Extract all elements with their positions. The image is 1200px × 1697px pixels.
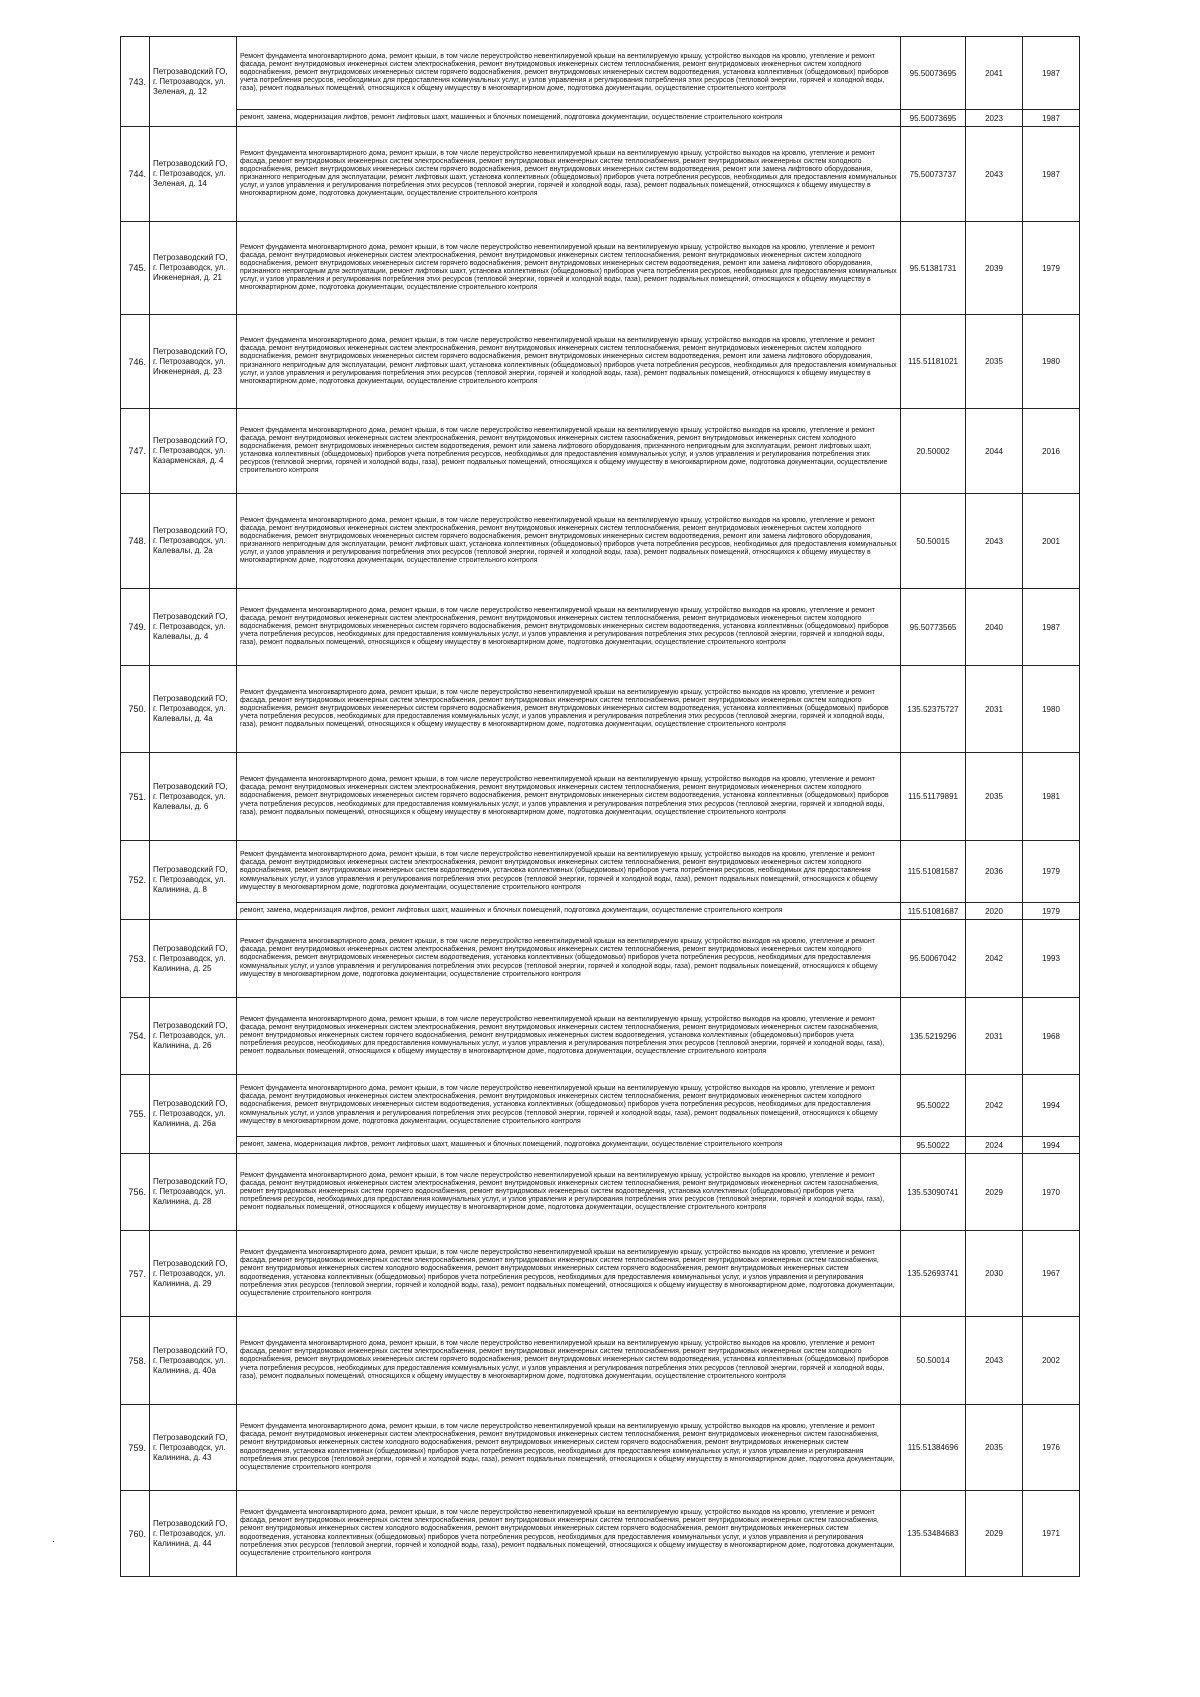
- row-number: 757.: [121, 1231, 150, 1317]
- table-row: [121, 110, 1080, 127]
- works-cell: Ремонт фундамента многоквартирного дома, ремонт крыши, в том числе переустройство невентилируемой крыши на вентилируемую крышу, устройство выходов на кровлю, утепление и ремонт фасада, ремонт внутридомовых инженерных систем электроснабжения, ремонт внутридомовых инженерных систем теплоснабжения, ремонт внутридомовых инженерных систем холодного водоснабжения, ремонт внутридомовых инженерных систем горячего водоснабжения, ремонт внутридомовых инженерных систем водоотведения, установка коллективных (общедомовых) приборов учета потребления ресурсов, необходимых для предоставления коммунальных услуг, и узлов управления и регулирования потребления этих ресурсов (тепловой энергии, горячей и холодной воды, газа), ремонт подвальных помещений, относящихся к общему имуществу в многоквартирном доме, подготовка документации, осуществление строительного контроля: [237, 1317, 901, 1405]
- area-cell: 95.50773565: [901, 589, 966, 666]
- area-cell: 115.51081687: [901, 903, 966, 920]
- built-year-cell: 1970: [1023, 1154, 1080, 1231]
- address-cell: Петрозаводский ГО, г. Петрозаводск, ул. Зеленая, д. 14: [150, 127, 237, 222]
- table-row: [121, 494, 1080, 589]
- area-cell: 135.52375727: [901, 666, 966, 753]
- table-row: [121, 222, 1080, 315]
- address-cell: Петрозаводский ГО, г. Петрозаводск, ул. Калинина, д. 43: [150, 1405, 237, 1491]
- built-year-cell: 1980: [1023, 315, 1080, 409]
- year-cell: 2044: [966, 409, 1023, 494]
- table-row: [121, 409, 1080, 494]
- year-cell: 2031: [966, 998, 1023, 1075]
- row-number: 754.: [121, 998, 150, 1075]
- table-row: [121, 315, 1080, 409]
- year-cell: 2043: [966, 127, 1023, 222]
- registry-sheet: [120, 36, 1080, 1577]
- year-cell: 2035: [966, 753, 1023, 841]
- built-year-cell: 1968: [1023, 998, 1080, 1075]
- year-cell: 2020: [966, 903, 1023, 920]
- address-cell: Петрозаводский ГО, г. Петрозаводск, ул. Калинина, д. 26: [150, 998, 237, 1075]
- area-cell: 115.51081587: [901, 841, 966, 903]
- row-number: 751.: [121, 753, 150, 841]
- works-cell: Ремонт фундамента многоквартирного дома, ремонт крыши, в том числе переустройство невентилируемой крыши на вентилируемую крышу, устройство выходов на кровлю, утепление и ремонт фасада, ремонт внутридомовых инженерных систем электроснабжения, ремонт внутридомовых инженерных систем теплоснабжения, ремонт внутридомовых инженерных систем газоснабжения, ремонт внутридомовых инженерных систем холодного водоснабжения, ремонт внутридомовых инженерных систем горячего водоснабжения, ремонт внутридомовых инженерных систем водоотведения, установка коллективных (общедомовых) приборов учета потребления ресурсов, необходимых для предоставления коммунальных услуг, и узлов управления и регулирования потребления этих ресурсов (тепловой энергии, горячей и холодной воды, газа), ремонт подвальных помещений, относящихся к общему имуществу в многоквартирном доме, подготовка документации, осуществление строительного контроля: [237, 1405, 901, 1491]
- row-number: 756.: [121, 1154, 150, 1231]
- row-number: 755.: [121, 1075, 150, 1154]
- year-cell: 2043: [966, 494, 1023, 589]
- row-number: 750.: [121, 666, 150, 753]
- area-cell: 95.50073695: [901, 37, 966, 110]
- works-cell: Ремонт фундамента многоквартирного дома, ремонт крыши, в том числе переустройство невентилируемой крыши на вентилируемую крышу, устройство выходов на кровлю, утепление и ремонт фасада, ремонт внутридомовых инженерных систем электроснабжения, ремонт внутридомовых инженерных систем теплоснабжения, ремонт внутридомовых инженерных систем газоснабжения, ремонт внутридомовых инженерных систем холодного водоснабжения, ремонт внутридомовых инженерных систем горячего водоснабжения, ремонт внутридомовых инженерных систем водоотведения, установка коллективных (общедомовых) приборов учета потребления ресурсов, необходимых для предоставления коммунальных услуг, и узлов управления и регулирования потребления этих ресурсов (тепловой энергии, горячей и холодной воды, газа), ремонт подвальных помещений, относящихся к общему имуществу в многоквартирном доме, подготовка документации, осуществление строительного контроля: [237, 1491, 901, 1577]
- works-cell: Ремонт фундамента многоквартирного дома, ремонт крыши, в том числе переустройство невентилируемой крыши на вентилируемую крышу, устройство выходов на кровлю, утепление и ремонт фасада, ремонт внутридомовых инженерных систем электроснабжения, ремонт внутридомовых инженерных систем теплоснабжения, ремонт внутридомовых инженерных систем холодного водоснабжения, ремонт внутридомовых инженерных систем горячего водоснабжения, ремонт внутридомовых инженерных систем водоотведения, установка коллективных (общедомовых) приборов учета потребления ресурсов, необходимых для предоставления коммунальных услуг, и узлов управления и регулирования потребления этих ресурсов (тепловой энергии, горячей и холодной воды, газа), ремонт подвальных помещений, относящихся к общему имуществу в многоквартирном доме, подготовка документации, осуществление строительного контроля: [237, 753, 901, 841]
- table-row: [121, 920, 1080, 998]
- address-cell: Петрозаводский ГО, г. Петрозаводск, ул. Калевалы, д. 2а: [150, 494, 237, 589]
- table-row: [121, 1317, 1080, 1405]
- built-year-cell: 1979: [1023, 222, 1080, 315]
- built-year-cell: 2001: [1023, 494, 1080, 589]
- table-row: [121, 589, 1080, 666]
- year-cell: 2040: [966, 589, 1023, 666]
- year-cell: 2029: [966, 1154, 1023, 1231]
- built-year-cell: 1976: [1023, 1405, 1080, 1491]
- row-number: 759.: [121, 1405, 150, 1491]
- built-year-cell: 1987: [1023, 110, 1080, 127]
- row-number: 748.: [121, 494, 150, 589]
- row-number: 758.: [121, 1317, 150, 1405]
- works-cell: Ремонт фундамента многоквартирного дома, ремонт крыши, в том числе переустройство невентилируемой крыши на вентилируемую крышу, устройство выходов на кровлю, утепление и ремонт фасада, ремонт внутридомовых инженерных систем электроснабжения, ремонт внутридомовых инженерных систем теплоснабжения, ремонт внутридомовых инженерных систем газоснабжения, ремонт внутридомовых инженерных систем горячего водоснабжения, ремонт внутридомовых инженерных систем водоотведения, установка коллективных (общедомовых) приборов учета потребления ресурсов, необходимых для предоставления коммунальных услуг, и узлов управления и регулирования потребления этих ресурсов (тепловой энергии, горячей и холодной воды, газа), ремонт подвальных помещений, относящихся к общему имуществу в многоквартирном доме, подготовка документации, осуществление строительного контроля: [237, 1154, 901, 1231]
- year-cell: 2029: [966, 1491, 1023, 1577]
- area-cell: 95.50067042: [901, 920, 966, 998]
- year-cell: 2035: [966, 1405, 1023, 1491]
- table-row: [121, 1405, 1080, 1491]
- address-cell: Петрозаводский ГО, г. Петрозаводск, ул. Калинина, д. 26а: [150, 1075, 237, 1154]
- table-row: [121, 998, 1080, 1075]
- works-cell: Ремонт фундамента многоквартирного дома, ремонт крыши, в том числе переустройство невентилируемой крыши на вентилируемую крышу, устройство выходов на кровлю, утепление и ремонт фасада, ремонт внутридомовых инженерных систем электроснабжения, ремонт внутридомовых инженерных систем теплоснабжения, ремонт внутридомовых инженерных систем холодного водоснабжения, ремонт внутридомовых инженерных систем горячего водоснабжения, ремонт внутридомовых инженерных систем водоотведения, ремонт или замена лифтового оборудования, признанного непригодным для эксплуатации, ремонт лифтовых шахт, установка коллективных (общедомовых) приборов учета потребления ресурсов, необходимых для предоставления коммунальных услуг, и узлов управления и регулирования потребления этих ресурсов (тепловой энергии, горячей и холодной воды, газа), ремонт подвальных помещений, относящихся к общему имуществу в многоквартирном доме, подготовка документации, осуществление строительного контроля: [237, 494, 901, 589]
- row-number: 752.: [121, 841, 150, 920]
- works-cell: Ремонт фундамента многоквартирного дома, ремонт крыши, в том числе переустройство невентилируемой крыши на вентилируемую крышу, устройство выходов на кровлю, утепление и ремонт фасада, ремонт внутридомовых инженерных систем электроснабжения, ремонт внутридомовых инженерных систем теплоснабжения, ремонт внутридомовых инженерных систем холодного водоснабжения, ремонт внутридомовых инженерных систем водоотведения, установка коллективных (общедомовых) приборов учета потребления ресурсов, необходимых для предоставления коммунальных услуг, и узлов управления и регулирования потребления этих ресурсов (тепловой энергии, горячей и холодной воды, газа), ремонт подвальных помещений, относящихся к общему имуществу в многоквартирном доме, подготовка документации, осуществление строительного контроля: [237, 920, 901, 998]
- area-cell: 95.50022: [901, 1075, 966, 1137]
- row-number: 753.: [121, 920, 150, 998]
- year-cell: 2030: [966, 1231, 1023, 1317]
- address-cell: Петрозаводский ГО, г. Петрозаводск, ул. Калинина, д. 25: [150, 920, 237, 998]
- built-year-cell: 1979: [1023, 903, 1080, 920]
- built-year-cell: 1980: [1023, 666, 1080, 753]
- built-year-cell: 1981: [1023, 753, 1080, 841]
- area-cell: 50.50014: [901, 1317, 966, 1405]
- built-year-cell: 1987: [1023, 127, 1080, 222]
- row-number: 743.: [121, 37, 150, 127]
- built-year-cell: 1993: [1023, 920, 1080, 998]
- built-year-cell: 1979: [1023, 841, 1080, 903]
- table-row: [121, 666, 1080, 753]
- works-cell: Ремонт фундамента многоквартирного дома, ремонт крыши, в том числе переустройство невентилируемой крыши на вентилируемую крышу, устройство выходов на кровлю, утепление и ремонт фасада, ремонт внутридомовых инженерных систем электроснабжения, ремонт внутридомовых инженерных систем теплоснабжения, ремонт внутридомовых инженерных систем холодного водоснабжения, ремонт внутридомовых инженерных систем горячего водоснабжения, ремонт внутридомовых инженерных систем водоотведения, ремонт или замена лифтового оборудования, признанного непригодным для эксплуатации, ремонт лифтовых шахт, установка коллективных (общедомовых) приборов учета потребления ресурсов, необходимых для предоставления коммунальных услуг, и узлов управления и регулирования потребления этих ресурсов (тепловой энергии, горячей и холодной воды, газа), ремонт подвальных помещений, относящихся к общему имуществу в многоквартирном доме, подготовка документации, осуществление строительного контроля: [237, 222, 901, 315]
- built-year-cell: 1971: [1023, 1491, 1080, 1577]
- area-cell: 95.50022: [901, 1137, 966, 1154]
- area-cell: 20.50002: [901, 409, 966, 494]
- year-cell: 2023: [966, 110, 1023, 127]
- works-cell: Ремонт фундамента многоквартирного дома, ремонт крыши, в том числе переустройство невентилируемой крыши на вентилируемую крышу, устройство выходов на кровлю, утепление и ремонт фасада, ремонт внутридомовых инженерных систем электроснабжения, ремонт внутридомовых инженерных систем теплоснабжения, ремонт внутридомовых инженерных систем холодного водоснабжения, ремонт внутридомовых инженерных систем горячего водоснабжения, ремонт внутридомовых инженерных систем водоотведения, установка коллективных (общедомовых) приборов учета потребления ресурсов, необходимых для предоставления коммунальных услуг, и узлов управления и регулирования потребления этих ресурсов (тепловой энергии, горячей и холодной воды, газа), ремонт подвальных помещений, относящихся к общему имуществу в многоквартирном доме, подготовка документации, осуществление строительного контроля: [237, 37, 901, 110]
- built-year-cell: 1987: [1023, 589, 1080, 666]
- area-cell: 135.5219296: [901, 998, 966, 1075]
- works-cell: Ремонт фундамента многоквартирного дома, ремонт крыши, в том числе переустройство невентилируемой крыши на вентилируемую крышу, устройство выходов на кровлю, утепление и ремонт фасада, ремонт внутридомовых инженерных систем электроснабжения, ремонт внутридомовых инженерных систем теплоснабжения, ремонт внутридомовых инженерных систем газоснабжения, ремонт внутридомовых инженерных систем холодного водоснабжения, ремонт внутридомовых инженерных систем горячего водоснабжения, ремонт внутридомовых инженерных систем водоотведения, установка коллективных (общедомовых) приборов учета потребления ресурсов, необходимых для предоставления коммунальных услуг, и узлов управления и регулирования потребления этих ресурсов (тепловой энергии, горячей и холодной воды, газа), ремонт подвальных помещений, относящихся к общему имуществу в многоквартирном доме, подготовка документации, осуществление строительного контроля: [237, 1231, 901, 1317]
- area-cell: 135.53090741: [901, 1154, 966, 1231]
- area-cell: 50.50015: [901, 494, 966, 589]
- area-cell: 95.50073695: [901, 110, 966, 127]
- works-cell: Ремонт фундамента многоквартирного дома, ремонт крыши, в том числе переустройство невентилируемой крыши на вентилируемую крышу, устройство выходов на кровлю, утепление и ремонт фасада, ремонт внутридомовых инженерных систем электроснабжения, ремонт внутридомовых инженерных систем теплоснабжения, ремонт внутридомовых инженерных систем холодного водоснабжения, ремонт внутридомовых инженерных систем горячего водоснабжения, ремонт внутридомовых инженерных систем водоотведения, установка коллективных (общедомовых) приборов учета потребления ресурсов, необходимых для предоставления коммунальных услуг, и узлов управления и регулирования потребления этих ресурсов (тепловой энергии, горячей и холодной воды, газа), ремонт подвальных помещений, относящихся к общему имуществу в многоквартирном доме, подготовка документации, осуществление строительного контроля: [237, 666, 901, 753]
- works-cell: ремонт, замена, модернизация лифтов, ремонт лифтовых шахт, машинных и блочных помещений, подготовка документации, осуществление строительного контроля: [237, 110, 901, 127]
- year-cell: 2035: [966, 315, 1023, 409]
- address-cell: Петрозаводский ГО, г. Петрозаводск, ул. Калинина, д. 28: [150, 1154, 237, 1231]
- address-cell: Петрозаводский ГО, г. Петрозаводск, ул. Калинина, д. 8: [150, 841, 237, 920]
- works-cell: Ремонт фундамента многоквартирного дома, ремонт крыши, в том числе переустройство невентилируемой крыши на вентилируемую крышу, устройство выходов на кровлю, утепление и ремонт фасада, ремонт внутридомовых инженерных систем электроснабжения, ремонт внутридомовых инженерных систем теплоснабжения, ремонт внутридомовых инженерных систем холодного водоснабжения, ремонт внутридомовых инженерных систем горячего водоснабжения, ремонт внутридомовых инженерных систем водоотведения, ремонт или замена лифтового оборудования, признанного непригодным для эксплуатации, ремонт лифтовых шахт, установка коллективных (общедомовых) приборов учета потребления ресурсов, необходимых для предоставления коммунальных услуг, и узлов управления и регулирования потребления этих ресурсов (тепловой энергии, горячей и холодной воды, газа), ремонт подвальных помещений, относящихся к общему имуществу в многоквартирном доме, подготовка документации, осуществление строительного контроля: [237, 127, 901, 222]
- year-cell: 2041: [966, 37, 1023, 110]
- built-year-cell: 2002: [1023, 1317, 1080, 1405]
- area-cell: 135.52693741: [901, 1231, 966, 1317]
- row-number: 747.: [121, 409, 150, 494]
- table-row: [121, 841, 1080, 903]
- capital-repair-table: [120, 36, 1080, 1577]
- area-cell: 135.53484683: [901, 1491, 966, 1577]
- built-year-cell: 1994: [1023, 1137, 1080, 1154]
- area-cell: 115.51179891: [901, 753, 966, 841]
- row-number: 745.: [121, 222, 150, 315]
- row-number: 749.: [121, 589, 150, 666]
- works-cell: ремонт, замена, модернизация лифтов, ремонт лифтовых шахт, машинных и блочных помещений, подготовка документации, осуществление строительного контроля: [237, 1137, 901, 1154]
- address-cell: Петрозаводский ГО, г. Петрозаводск, ул. Калинина, д. 44: [150, 1491, 237, 1577]
- row-number: 746.: [121, 315, 150, 409]
- works-cell: Ремонт фундамента многоквартирного дома, ремонт крыши, в том числе переустройство невентилируемой крыши на вентилируемую крышу, устройство выходов на кровлю, утепление и ремонт фасада, ремонт внутридомовых инженерных систем электроснабжения, ремонт внутридомовых инженерных систем теплоснабжения, ремонт внутридомовых инженерных систем газоснабжения, ремонт внутридомовых инженерных систем горячего водоснабжения, ремонт внутридомовых инженерных систем водоотведения, установка коллективных (общедомовых) приборов учета потребления ресурсов, необходимых для предоставления коммунальных услуг, и узлов управления и регулирования потребления этих ресурсов (тепловой энергии, горячей и холодной воды, газа), ремонт подвальных помещений, относящихся к общему имуществу в многоквартирном доме, подготовка документации, осуществление строительного контроля: [237, 998, 901, 1075]
- built-year-cell: 1994: [1023, 1075, 1080, 1137]
- table-row: [121, 903, 1080, 920]
- table-row: [121, 753, 1080, 841]
- address-cell: Петрозаводский ГО, г. Петрозаводск, ул. Калинина, д. 40а: [150, 1317, 237, 1405]
- works-cell: ремонт, замена, модернизация лифтов, ремонт лифтовых шахт, машинных и блочных помещений, подготовка документации, осуществление строительного контроля: [237, 903, 901, 920]
- year-cell: 2042: [966, 1075, 1023, 1137]
- works-cell: Ремонт фундамента многоквартирного дома, ремонт крыши, в том числе переустройство невентилируемой крыши на вентилируемую крышу, устройство выходов на кровлю, утепление и ремонт фасада, ремонт внутридомовых инженерных систем электроснабжения, ремонт внутридомовых инженерных систем теплоснабжения, ремонт внутридомовых инженерных систем холодного водоснабжения, ремонт внутридомовых инженерных систем горячего водоснабжения, ремонт внутридомовых инженерных систем водоотведения, установка коллективных (общедомовых) приборов учета потребления ресурсов, необходимых для предоставления коммунальных услуг, и узлов управления и регулирования потребления этих ресурсов (тепловой энергии, горячей и холодной воды, газа), ремонт подвальных помещений, относящихся к общему имуществу в многоквартирном доме, подготовка документации, осуществление строительного контроля: [237, 589, 901, 666]
- row-number: 744.: [121, 127, 150, 222]
- year-cell: 2036: [966, 841, 1023, 903]
- area-cell: 95.51381731: [901, 222, 966, 315]
- area-cell: 115.51384696: [901, 1405, 966, 1491]
- table-row: [121, 1231, 1080, 1317]
- address-cell: Петрозаводский ГО, г. Петрозаводск, ул. Зеленая, д. 12: [150, 37, 237, 127]
- address-cell: Петрозаводский ГО, г. Петрозаводск, ул. Калевалы, д. 4а: [150, 666, 237, 753]
- table-row: [121, 1137, 1080, 1154]
- table-row: [121, 1154, 1080, 1231]
- built-year-cell: 1987: [1023, 37, 1080, 110]
- works-cell: Ремонт фундамента многоквартирного дома, ремонт крыши, в том числе переустройство невентилируемой крыши на вентилируемую крышу, устройство выходов на кровлю, утепление и ремонт фасада, ремонт внутридомовых инженерных систем электроснабжения, ремонт внутридомовых инженерных систем теплоснабжения, ремонт внутридомовых инженерных систем холодного водоснабжения, ремонт внутридомовых инженерных систем горячего водоснабжения, ремонт внутридомовых инженерных систем водоотведения, ремонт или замена лифтового оборудования, признанного непригодным для эксплуатации, ремонт лифтовых шахт, установка коллективных (общедомовых) приборов учета потребления ресурсов, необходимых для предоставления коммунальных услуг, и узлов управления и регулирования потребления этих ресурсов (тепловой энергии, горячей и холодной воды, газа), ремонт подвальных помещений, относящихся к общему имуществу в многоквартирном доме, подготовка документации, осуществление строительного контроля: [237, 315, 901, 409]
- table-row: [121, 1075, 1080, 1137]
- address-cell: Петрозаводский ГО, г. Петрозаводск, ул. Казарменская, д. 4: [150, 409, 237, 494]
- year-cell: 2024: [966, 1137, 1023, 1154]
- works-cell: Ремонт фундамента многоквартирного дома, ремонт крыши, в том числе переустройство невентилируемой крыши на вентилируемую крышу, устройство выходов на кровлю, утепление и ремонт фасада, ремонт внутридомовых инженерных систем электроснабжения, ремонт внутридомовых инженерных систем газоснабжения, ремонт внутридомовых инженерных систем холодного водоснабжения, ремонт внутридомовых инженерных систем водоотведения, ремонт или замена лифтового оборудования, признанного непригодным для эксплуатации, ремонт лифтовых шахт, установка коллективных (общедомовых) приборов учета потребления ресурсов, необходимых для предоставления коммунальных услуг, и узлов управления и регулирования потребления этих ресурсов (тепловой энергии, горячей и холодной воды, газа), ремонт подвальных помещений, относящихся к общему имуществу в многоквартирном доме, подготовка документации, осуществление строительного контроля: [237, 409, 901, 494]
- row-number: 760.: [121, 1491, 150, 1577]
- area-cell: 115.51181021: [901, 315, 966, 409]
- built-year-cell: 1967: [1023, 1231, 1080, 1317]
- table-row: [121, 127, 1080, 222]
- address-cell: Петрозаводский ГО, г. Петрозаводск, ул. Калинина, д. 29: [150, 1231, 237, 1317]
- area-cell: 75.50073737: [901, 127, 966, 222]
- address-cell: Петрозаводский ГО, г. Петрозаводск, ул. Инженерная, д. 21: [150, 222, 237, 315]
- table-row: [121, 1491, 1080, 1577]
- year-cell: 2043: [966, 1317, 1023, 1405]
- scan-speck: ·: [52, 1536, 55, 1546]
- year-cell: 2042: [966, 920, 1023, 998]
- address-cell: Петрозаводский ГО, г. Петрозаводск, ул. Калевалы, д. 4: [150, 589, 237, 666]
- table-row: [121, 37, 1080, 110]
- built-year-cell: 2016: [1023, 409, 1080, 494]
- year-cell: 2031: [966, 666, 1023, 753]
- address-cell: Петрозаводский ГО, г. Петрозаводск, ул. Инженерная, д. 23: [150, 315, 237, 409]
- works-cell: Ремонт фундамента многоквартирного дома, ремонт крыши, в том числе переустройство невентилируемой крыши на вентилируемую крышу, устройство выходов на кровлю, утепление и ремонт фасада, ремонт внутридомовых инженерных систем электроснабжения, ремонт внутридомовых инженерных систем теплоснабжения, ремонт внутридомовых инженерных систем холодного водоснабжения, ремонт внутридомовых инженерных систем водоотведения, установка коллективных (общедомовых) приборов учета потребления ресурсов, необходимых для предоставления коммунальных услуг, и узлов управления и регулирования потребления этих ресурсов (тепловой энергии, горячей и холодной воды, газа), ремонт подвальных помещений, относящихся к общему имуществу в многоквартирном доме, подготовка документации, осуществление строительного контроля: [237, 1075, 901, 1137]
- address-cell: Петрозаводский ГО, г. Петрозаводск, ул. Калевалы, д. 6: [150, 753, 237, 841]
- works-cell: Ремонт фундамента многоквартирного дома, ремонт крыши, в том числе переустройство невентилируемой крыши на вентилируемую крышу, устройство выходов на кровлю, утепление и ремонт фасада, ремонт внутридомовых инженерных систем электроснабжения, ремонт внутридомовых инженерных систем теплоснабжения, ремонт внутридомовых инженерных систем холодного водоснабжения, ремонт внутридомовых инженерных систем водоотведения, установка коллективных (общедомовых) приборов учета потребления ресурсов, необходимых для предоставления коммунальных услуг, и узлов управления и регулирования потребления этих ресурсов (тепловой энергии, горячей и холодной воды, газа), ремонт подвальных помещений, относящихся к общему имуществу в многоквартирном доме, подготовка документации, осуществление строительного контроля: [237, 841, 901, 903]
- year-cell: 2039: [966, 222, 1023, 315]
